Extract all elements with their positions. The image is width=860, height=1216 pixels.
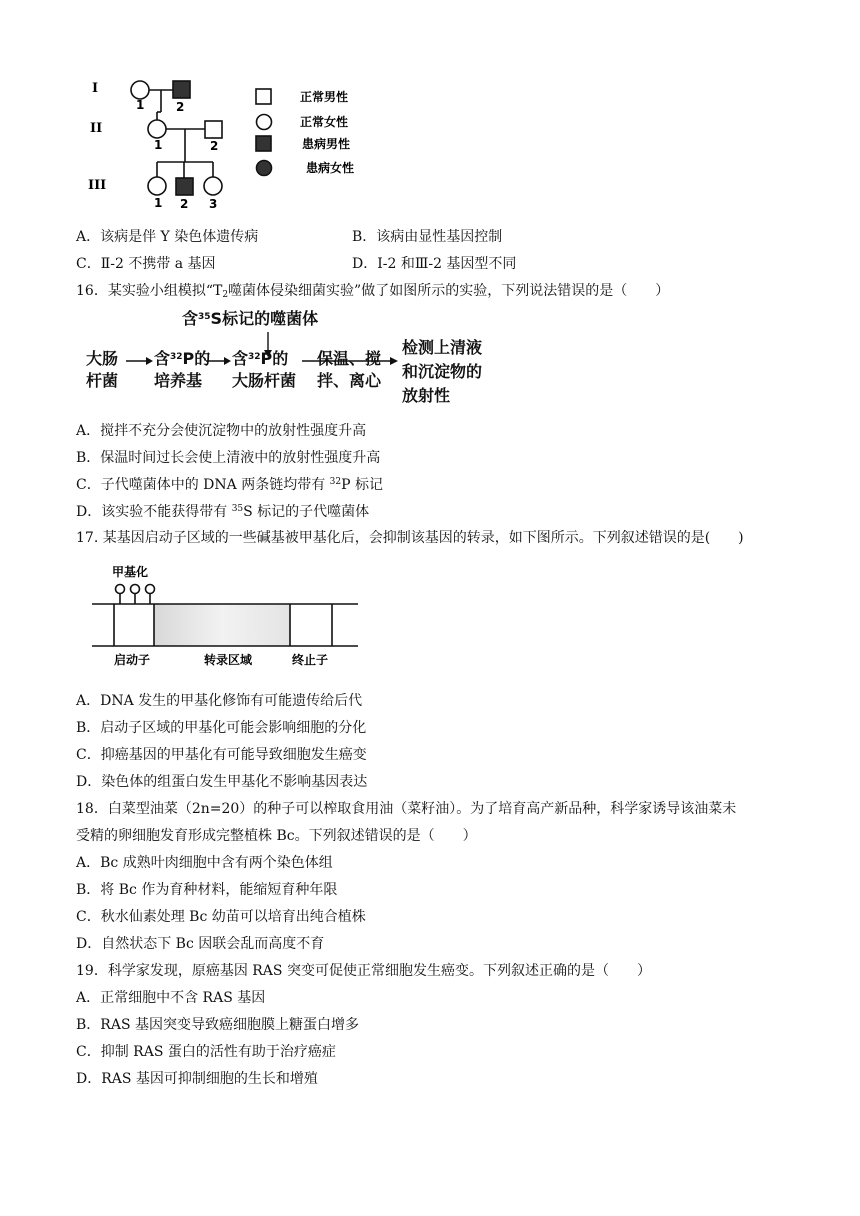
q16-option-b: B．保温时间过长会使上清液中的放射性强度升高	[76, 450, 381, 466]
legend-normal-female: 正常女性	[300, 115, 349, 129]
flow-box-labeled-ecoli: 含$^{32}$P的 大肠杆菌	[232, 349, 297, 390]
q16-flow-diagram	[80, 306, 520, 416]
q19-option-a: A．正常细胞中不含 RAS 基因	[76, 990, 266, 1006]
legend-normal-male-symbol	[256, 89, 271, 104]
q17-option-b: B．启动子区域的甲基化可能会影响细胞的分化	[76, 720, 367, 736]
legend-affected-male-symbol	[256, 136, 271, 151]
transcription-region	[154, 604, 290, 646]
methyl-group	[116, 585, 125, 594]
number-iii1: 1	[154, 196, 163, 210]
q18-stem-line2: 受精的卵细胞发育形成完整植株 Bc。下列叙述错误的是（ ）	[76, 828, 477, 844]
individual-i2	[173, 81, 190, 98]
individual-iii2	[176, 178, 193, 195]
gene-diagram	[90, 562, 370, 672]
individual-iii3	[204, 177, 222, 195]
q15-option-b: B．该病由显性基因控制	[352, 229, 503, 245]
q16-option-d: D．该实验不能获得带有 $^{35}$S 标记的子代噬菌体	[76, 504, 370, 520]
pedigree-svg	[80, 70, 380, 210]
promoter-label: 启动子	[114, 653, 151, 667]
q16-option-c: C．子代噬菌体中的 DNA 两条链均带有 $^{32}$P 标记	[76, 477, 383, 493]
q17-option-a: A．DNA 发生的甲基化修饰有可能遗传给后代	[76, 693, 363, 709]
individual-ii1	[148, 120, 166, 138]
legend-normal-female-symbol	[257, 115, 272, 130]
q18-option-b: B．将 Bc 作为育种材料，能缩短育种年限	[76, 882, 338, 898]
number-ii1: 1	[154, 138, 163, 152]
q19-option-b: B．RAS 基因突变导致癌细胞膜上糖蛋白增多	[76, 1017, 359, 1033]
q18-option-d: D．自然状态下 Bc 因联会乱而高度不育	[76, 936, 325, 952]
q15-option-a: A．该病是伴 Y 染色体遗传病	[76, 229, 259, 245]
legend-affected-female-symbol	[257, 161, 272, 176]
generation-label-i: I	[92, 81, 99, 96]
phage-label: 含$^{35}$S标记的噬菌体	[182, 309, 319, 328]
number-iii2: 2	[180, 197, 189, 210]
q18-stem-line1: 18．白菜型油菜（2n=20）的种子可以榨取食用油（菜籽油）。为了培育高产新品种，科学家诱导该油菜未	[76, 801, 737, 817]
q16-stem: 16．某实验小组模拟“$T_2$噬菌体侵染细菌实验”做了如图所示的实验，下列说法错误的是（ ）	[76, 283, 670, 300]
q17-option-c: C．抑癌基因的甲基化有可能导致细胞发生癌变	[76, 747, 367, 763]
legend-affected-male: 患病男性	[302, 137, 351, 151]
generation-label-iii: III	[88, 178, 107, 193]
q19-stem: 19．科学家发现，原癌基因 RAS 突变可促使正常细胞发生癌变。下列叙述正确的是（ ）	[76, 963, 651, 979]
q19-option-c: C．抑制 RAS 蛋白的活性有助于治疗癌症	[76, 1044, 336, 1060]
generation-label-ii: II	[90, 121, 103, 136]
q16-option-a: A．搅拌不充分会使沉淀物中的放射性强度升高	[76, 423, 367, 439]
methylation-label: 甲基化	[112, 565, 149, 579]
individual-ii2	[205, 121, 222, 138]
q17-stem: 17. 某基因启动子区域的一些碱基被甲基化后，会抑制该基因的转录，如下图所示。下列叙述错误的是( )	[76, 530, 744, 546]
q15-option-c: C．Ⅱ-2 不携带 a 基因	[76, 256, 216, 272]
flow-box-medium: 含$^{32}$P的 培养基	[154, 349, 211, 390]
methyl-group	[146, 585, 155, 594]
number-i2: 2	[176, 100, 185, 114]
flow-box-ecoli: 大肠 杆菌	[86, 349, 119, 390]
q17-gene-figure	[90, 562, 370, 672]
flow-box-detect: 检测上清液 和沉淀物的 放射性	[402, 338, 483, 405]
methyl-group	[131, 585, 140, 594]
q18-option-c: C．秋水仙素处理 Bc 幼苗可以培育出纯合植株	[76, 909, 366, 925]
number-ii2: 2	[210, 139, 219, 153]
q15-option-d: D．I-2 和Ⅲ-2 基因型不同	[352, 256, 517, 272]
flow-box-process: 保温、搅 拌、离心	[317, 349, 382, 390]
q18-option-a: A．Bc 成熟叶肉细胞中含有两个染色体组	[76, 855, 333, 871]
transcription-region-label: 转录区域	[204, 653, 253, 667]
terminator-label: 终止子	[292, 653, 329, 667]
q19-option-d: D．RAS 基因可抑制细胞的生长和增殖	[76, 1071, 318, 1087]
individual-iii1	[148, 177, 166, 195]
legend-affected-female: 患病女性	[306, 161, 355, 175]
pedigree-figure	[80, 70, 380, 210]
number-iii3: 3	[209, 197, 218, 210]
q17-option-d: D．染色体的组蛋白发生甲基化不影响基因表达	[76, 774, 368, 790]
legend-normal-male: 正常男性	[300, 90, 349, 104]
number-i1: 1	[136, 98, 145, 112]
individual-i1	[131, 81, 149, 99]
